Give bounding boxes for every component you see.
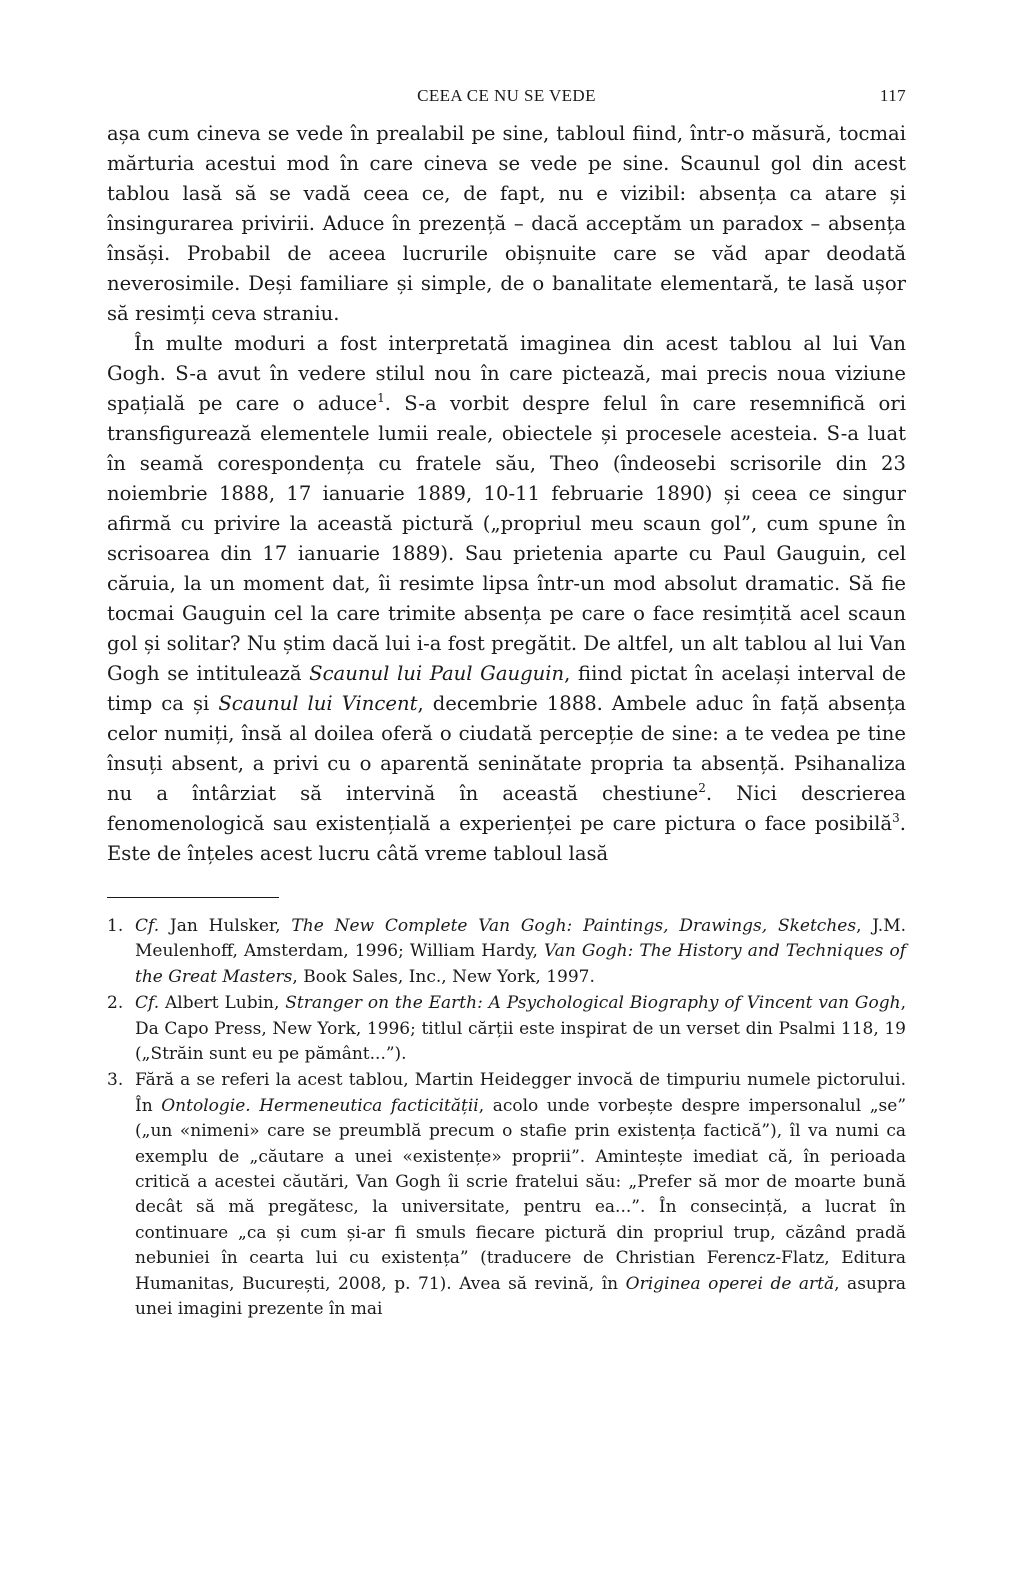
cf-abbrev: Cf. [135, 993, 160, 1014]
footnote-text [135, 914, 906, 990]
footnote-number: 1. [107, 916, 124, 936]
main-text [107, 119, 906, 869]
footnote-3 [107, 1068, 906, 1322]
paragraph-2 [107, 329, 906, 869]
book-page [107, 86, 906, 1324]
text-run: Jan Hulsker, [159, 916, 292, 936]
painting-title: Scaunul lui Vincent [218, 692, 418, 715]
book-title: Van Gogh: The History and Techniques of the Great Masters [135, 941, 906, 987]
cf-abbrev: Cf. [135, 916, 160, 936]
footnote-divider [107, 897, 279, 898]
text-run: . Nici descrierea fenomenologică sau existențială a experienței pe care pictura o face posibilă [107, 782, 906, 835]
footnotes [107, 914, 906, 1323]
book-title: Stranger on the Earth: A Psychological Biography of Vincent van Gogh [285, 993, 901, 1014]
text-run: , Da Capo Press, New York, 1996; titlul cărții este inspirat de un verset din Psalmi 118, 19 („Străin sunt eu pe pământ...”). [135, 993, 906, 1065]
page-number: 117 [879, 86, 906, 105]
text-run: , J.M. Meulenhoff, Amsterdam, 1996; William Hardy, [135, 916, 907, 962]
text-run: Fără a se referi la acest tablou, Martin Heidegger invocă de timpuriu numele pictorului. În [135, 1070, 906, 1116]
text-run: , Book Sales, Inc., New York, 1997. [292, 966, 595, 987]
footnote-number: 2. [107, 993, 124, 1014]
text-run: În multe moduri a fost interpretată imaginea din acest tablou al lui Van Gogh. S-a avut în vedere stilul nou în care pictează, mai precis noua viziune spațială pe care o aduce [107, 332, 906, 415]
book-title: The New Complete Van Gogh: Paintings, Drawings, Sketches [291, 916, 857, 936]
book-title: Ontologie. Hermeneutica facticității [161, 1095, 479, 1116]
footnote-2 [107, 991, 906, 1067]
text-run: . Este de înțeles acest lucru câtă vreme tabloul lasă [107, 812, 906, 865]
text-run: Albert Lubin, [159, 993, 286, 1014]
text-run: . S-a vorbit despre felul în care resemnifică ori transfigurează elementele lumii reale, obiectele și procesele acesteia. S-a luat în seamă corespondența cu fratele său, Theo (îndeosebi scrisorile din 23 noiembrie 1888, 17 ianuarie 1889, 10-11 februarie 1890) și ceea ce singur afirmă cu privire la această pictură („propriul meu scaun gol”, cum spune în scrisoarea din 17 ianuarie 1889). Sau prietenia aparte cu Paul Gauguin, cel căruia, la un moment dat, îi resimte lipsa într-un mod absolut dramatic. Să fie tocmai Gauguin cel la care trimite absența pe care o face resimțită acel scaun gol și solitar? Nu știm dacă lui i-a fost pregătit. De altfel, un alt tablou al lui Van Gogh se intitulează [107, 392, 906, 685]
footnote-text [135, 1068, 906, 1322]
footnote-ref-3: 3 [892, 811, 900, 825]
page-header [107, 86, 906, 116]
painting-title: Scaunul lui Paul Gauguin [309, 662, 565, 685]
paragraph-1: așa cum cineva se vede în prealabil pe sine, tabloul fiind, într-o măsură, tocmai mărturia acestui mod în care cineva se vede pe sine. Scaunul gol din acest tablou lasă să se vadă ceea ce, de fapt, nu e vizibil: absența ca atare și însingurarea privirii. Aduce în prezență – dacă acceptăm un paradox – absența însăși. Probabil de aceea lucrurile obișnuite care se văd apar deodată neverosimile. Deși familiare și simple, de o banalitate elementară, te lasă ușor să resimți ceva straniu. [107, 122, 906, 325]
footnote-ref-1: 1 [377, 391, 385, 405]
text-run: , acolo unde vorbește despre impersonalul „se” („un «nimeni» care se preumblă precum o stafie prin existența factică”), îl va numi ca exemplu de „căutare a unei «existențe» proprii”. Amintește imediat că, în perioada critică a acestei căutări, Van Gogh îi scrie fratelui său: „Prefer să mor de moarte bună decât să mă pregătesc, la universitate, pentru ea...”. În consecință, a lucrat în continuare „ca și cum și-ar fi smuls fiecare pictură din propriul trup, căzând pradă nebuniei în cearta lui cu existența” (traducere de Christian Ferencz-Flatz, Editura Humanitas, București, 2008, p. 71). Avea să revină, în [135, 1095, 907, 1294]
footnote-text [135, 991, 906, 1067]
text-run: , decembrie 1888. Ambele aduc în față absența celor numiți, însă al doilea oferă o ciudată percepție de sine: a te vedea pe tine însuți absent, a privi cu o aparentă seninătate propria ta absență. Psihanaliza nu a întârziat să intervină în această chestiune [107, 692, 906, 805]
running-head: CEEA CE NU SE VEDE [417, 86, 596, 105]
text-run: , fiind pictat în același interval de timp ca și [107, 662, 906, 715]
footnote-number: 3. [107, 1070, 124, 1091]
footnote-1 [107, 914, 906, 990]
book-title: Originea operei de artă [625, 1273, 835, 1294]
text-run: , asupra unei imagini prezente în mai [135, 1273, 907, 1320]
footnote-ref-2: 2 [698, 781, 706, 795]
